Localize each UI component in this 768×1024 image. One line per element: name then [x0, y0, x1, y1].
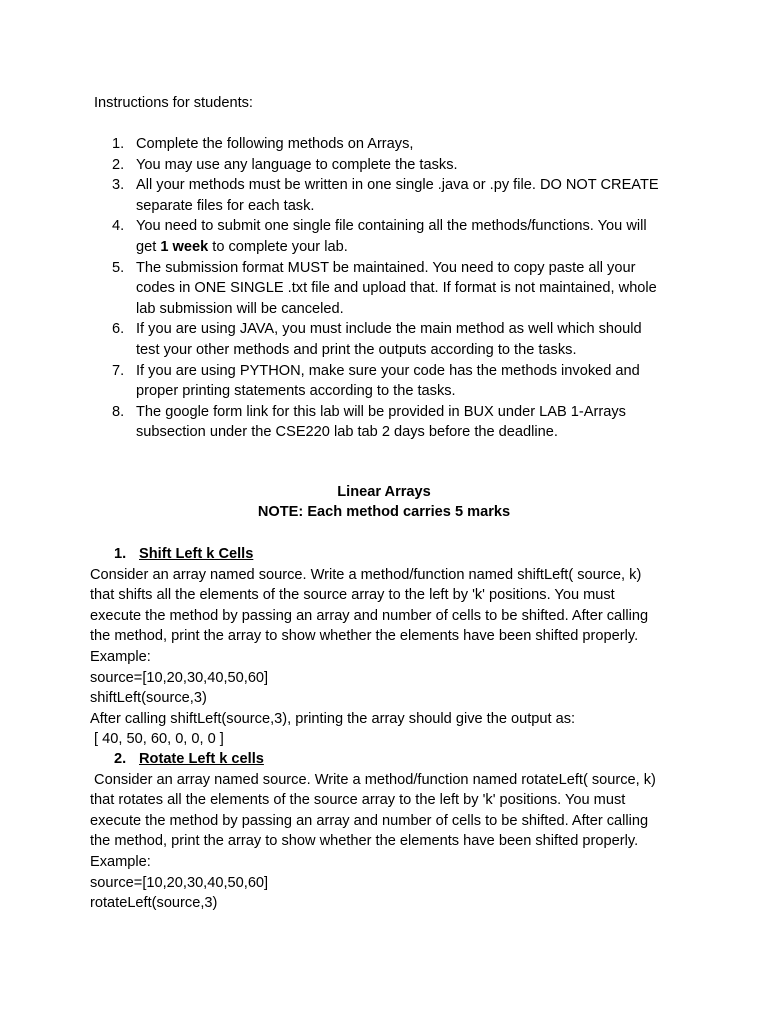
instruction-item	[90, 216, 690, 257]
task-body	[90, 565, 680, 750]
instruction-number: 7.	[112, 362, 125, 379]
instruction-line: All your methods must be written in one single .java or .py file. DO NOT CREATE	[136, 177, 659, 194]
task-line: Example:	[90, 648, 151, 665]
instruction-line: Complete the following methods on Arrays,	[136, 136, 414, 152]
task-title-text: Shift Left k Cells	[139, 546, 254, 562]
task-line: rotateLeft(source,3)	[90, 895, 218, 912]
instruction-line: proper printing statements according to the tasks.	[136, 383, 456, 400]
instruction-item	[90, 134, 690, 155]
task-title	[90, 749, 680, 770]
instruction-line: You need to submit one single file containing all the methods/functions. You will	[136, 218, 647, 235]
task-line: execute the method by passing an array and number of cells to be shifted. After calling	[90, 812, 649, 829]
task-body	[90, 770, 680, 914]
instruction-line: If you are using JAVA, you must include the main method as well which should	[136, 321, 642, 338]
instruction-line	[136, 237, 690, 258]
task-line: execute the method by passing an array and number of cells to be shifted. After calling	[90, 607, 649, 624]
section-heading: Linear Arrays	[337, 484, 431, 500]
task-line: After calling shiftLeft(source,3), printing the array should give the output as:	[90, 710, 576, 727]
instruction-number: 4.	[112, 218, 125, 235]
instruction-number: 2.	[112, 156, 125, 173]
task-line: that shifts all the elements of the source array to the left by 'k' positions. You must	[90, 587, 615, 604]
task-line: Consider an array named source. Write a method/function named rotateLeft( source, k)	[90, 771, 656, 788]
instruction-line: The submission format MUST be maintained. You need to copy paste all your	[136, 259, 636, 276]
instruction-number: 6.	[112, 321, 125, 338]
task-title-text: Rotate Left k cells	[139, 751, 264, 767]
instruction-item	[90, 361, 690, 402]
task-number: 2.	[114, 751, 127, 767]
instruction-number: 5.	[112, 259, 125, 276]
task-line: the method, print the array to show whether the elements have been shifted properly.	[90, 833, 639, 850]
task-section-rotate-left	[90, 749, 680, 914]
task-title	[90, 544, 680, 565]
instruction-item	[90, 258, 690, 320]
instruction-line: lab submission will be canceled.	[136, 300, 344, 317]
instruction-item	[90, 175, 690, 216]
task-line: that rotates all the elements of the source array to the left by 'k' positions. You must	[90, 792, 626, 809]
instruction-line: test your other methods and print the outputs according to the tasks.	[136, 341, 577, 358]
instruction-item	[90, 319, 690, 360]
task-line: Consider an array named source. Write a method/function named shiftLeft( source, k)	[90, 566, 642, 583]
instruction-item	[90, 402, 690, 443]
instruction-line: codes in ONE SINGLE .txt file and upload that. If format is not maintained, whole	[136, 280, 657, 297]
instruction-number: 8.	[112, 403, 125, 420]
instruction-emphasis: 1 week	[160, 238, 209, 255]
task-line: [ 40, 50, 60, 0, 0, 0 ]	[90, 731, 224, 748]
instruction-line: If you are using PYTHON, make sure your code has the methods invoked and	[136, 362, 640, 379]
task-line: shiftLeft(source,3)	[90, 690, 207, 707]
instruction-number: 3.	[112, 177, 125, 194]
instruction-item	[90, 155, 690, 176]
task-line: Example:	[90, 853, 151, 870]
task-section-shift-left	[90, 544, 680, 750]
instruction-line: The google form link for this lab will be provided in BUX under LAB 1-Arrays	[136, 403, 626, 420]
instruction-text: get	[136, 238, 161, 255]
task-line: source=[10,20,30,40,50,60]	[90, 669, 269, 686]
task-line: source=[10,20,30,40,50,60]	[90, 874, 269, 891]
instructions-list	[90, 134, 690, 443]
intro-text: Instructions for students:	[94, 95, 253, 111]
marks-note: NOTE: Each method carries 5 marks	[257, 504, 511, 520]
instruction-text: to complete your lab.	[208, 238, 348, 255]
instruction-line: You may use any language to complete the tasks.	[136, 156, 458, 173]
task-number: 1.	[114, 546, 127, 562]
instruction-number: 1.	[112, 136, 125, 152]
instruction-line: subsection under the CSE220 lab tab 2 days before the deadline.	[136, 424, 558, 441]
instruction-line: separate files for each task.	[136, 197, 315, 214]
task-line: the method, print the array to show whether the elements have been shifted properly.	[90, 628, 639, 645]
